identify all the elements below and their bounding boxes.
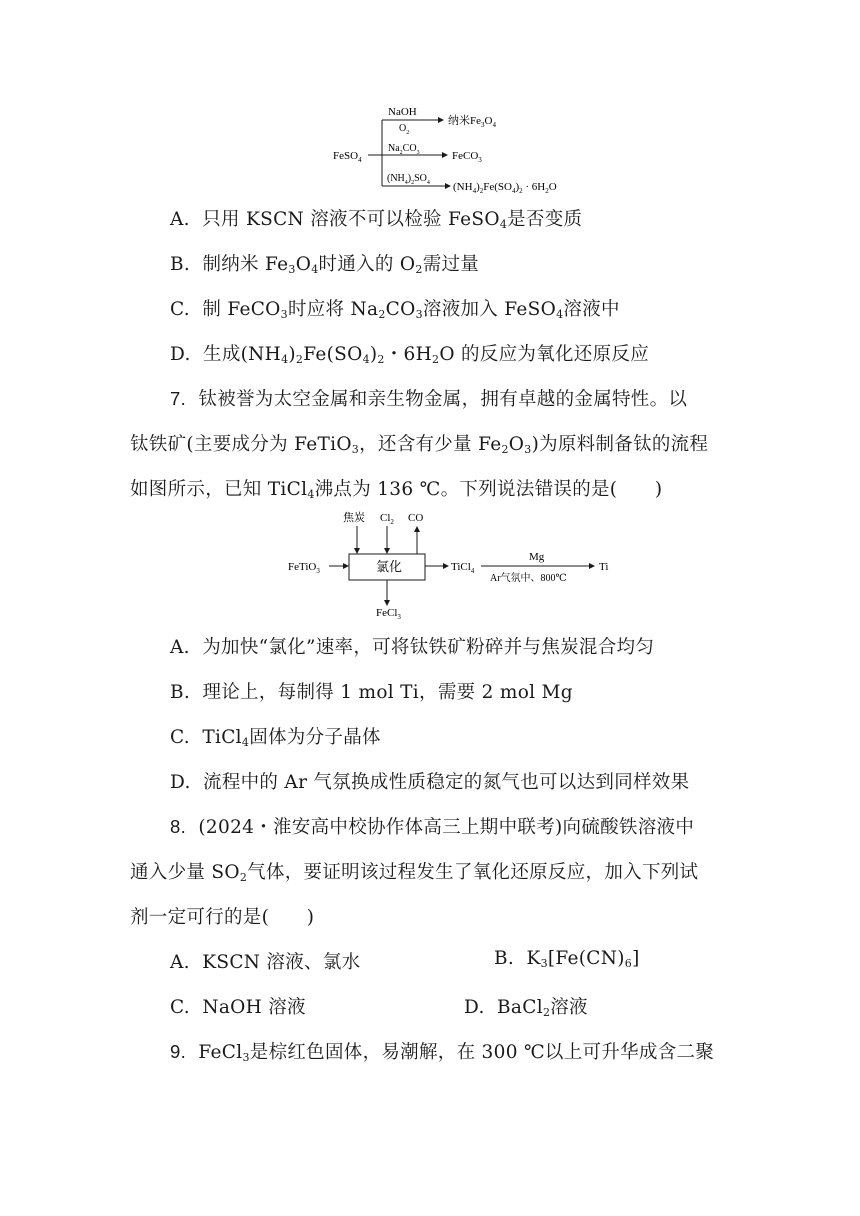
branch2-product: FeCO$_3$ — [452, 150, 482, 164]
product-ti: Ti — [599, 561, 609, 573]
input-cl2: $Cl_2$ — [380, 512, 394, 526]
q8-option-b: B. $K_3[Fe(CN)_6]$ — [494, 948, 640, 970]
branch3-reagent: $(NH_4)_2SO_4$ — [387, 173, 430, 186]
q8-option-c: C. NaOH 溶液 — [170, 997, 306, 1018]
q6-option-b: B. 制纳米 $Fe_3O_4$时通入的 $O_2$需过量 — [170, 254, 480, 276]
q6-option-d: D. 生成$(NH_4)_2Fe(SO_4)_2$・$6H_2O$ 的反应为氧化还原反应 — [170, 344, 650, 366]
q7-option-b: B. 理论上，每制得 1 mol Ti，需要 2 mol Mg — [170, 682, 573, 703]
branch1-product: 纳米$Fe_3O_4$ — [448, 115, 496, 129]
q7-stem-line3: 如图所示，已知 TiCl$_4$沸点为 136 ℃。下列说法错误的是( ) — [130, 479, 663, 501]
input-coke: 焦炭 — [343, 512, 365, 524]
q8-stem-line3: 剂一定可行的是( ) — [130, 907, 315, 928]
intermediate-ticl4: TiCl$_4$ — [451, 561, 475, 575]
q9-number: 9. — [170, 1041, 187, 1062]
q7-option-c: C. TiCl$_4$固体为分子晶体 — [170, 727, 381, 749]
q8-stem-line1: 8. (2024・淮安高中校协作体高三上期中联考)向硫酸铁溶液中 — [170, 816, 695, 838]
reagent-mg: Mg — [529, 551, 545, 563]
q8-stem-line2: 通入少量 $SO_2$气体，要证明该过程发生了氧化还原反应，加入下列试 — [130, 862, 699, 884]
condition-ar: Ar气氛中、800℃ — [490, 573, 567, 584]
q6-option-c: C. 制 FeCO$_3$时应将 $Na_2CO_3$溶液加入 FeSO$_4$溶液中 — [170, 299, 620, 321]
q7-option-d: D. 流程中的 Ar 气氛换成性质稳定的氮气也可以达到同样效果 — [170, 772, 690, 793]
diagram1-source: FeSO$_4$ — [333, 150, 362, 164]
q7-option-a: A. 为加快“氯化”速率，可将钛铁矿粉碎并与焦炭混合均匀 — [170, 637, 655, 658]
q7-stem-line1: 7. 钛被誉为太空金属和亲生物金属，拥有卓越的金属特性。以 — [170, 388, 688, 410]
q9-stem-line1: 9. FeCl$_3$是棕红色固体，易潮解，在 300 ℃以上可升华成含二聚 — [170, 1041, 715, 1064]
q6-option-a: A. 只用 KSCN 溶液不可以检验 FeSO$_4$是否变质 — [170, 209, 583, 231]
branch2-reagent: $Na_2CO_3$ — [388, 143, 420, 156]
q8-number: 8. — [170, 816, 187, 837]
q7-number: 7. — [170, 388, 187, 409]
branch1-reagent-top: NaOH — [388, 106, 417, 118]
titanium-flow-diagram — [285, 508, 625, 620]
chlorination-label: 氯化 — [376, 559, 403, 574]
byproduct-fecl3: FeCl$_3$ — [376, 607, 401, 620]
q8-option-a: A. KSCN 溶液、氯水 — [170, 952, 361, 973]
q8-option-d: D. BaCl$_2$溶液 — [464, 997, 588, 1019]
branch1-reagent-bottom: $O_2$ — [399, 123, 410, 136]
branch3-product: $(NH_4)_2Fe(SO_4)_2 \cdot 6H_2O$ — [453, 181, 557, 195]
output-co: CO — [408, 512, 424, 524]
feed-fetio3: FeTiO$_3$ — [288, 561, 320, 575]
q7-stem-line2: 钛铁矿(主要成分为 FeTiO$_3$，还含有少量 $Fe_2O_3$)为原料制备钛的流程 — [130, 434, 709, 456]
feso4-reaction-diagram — [330, 100, 580, 196]
